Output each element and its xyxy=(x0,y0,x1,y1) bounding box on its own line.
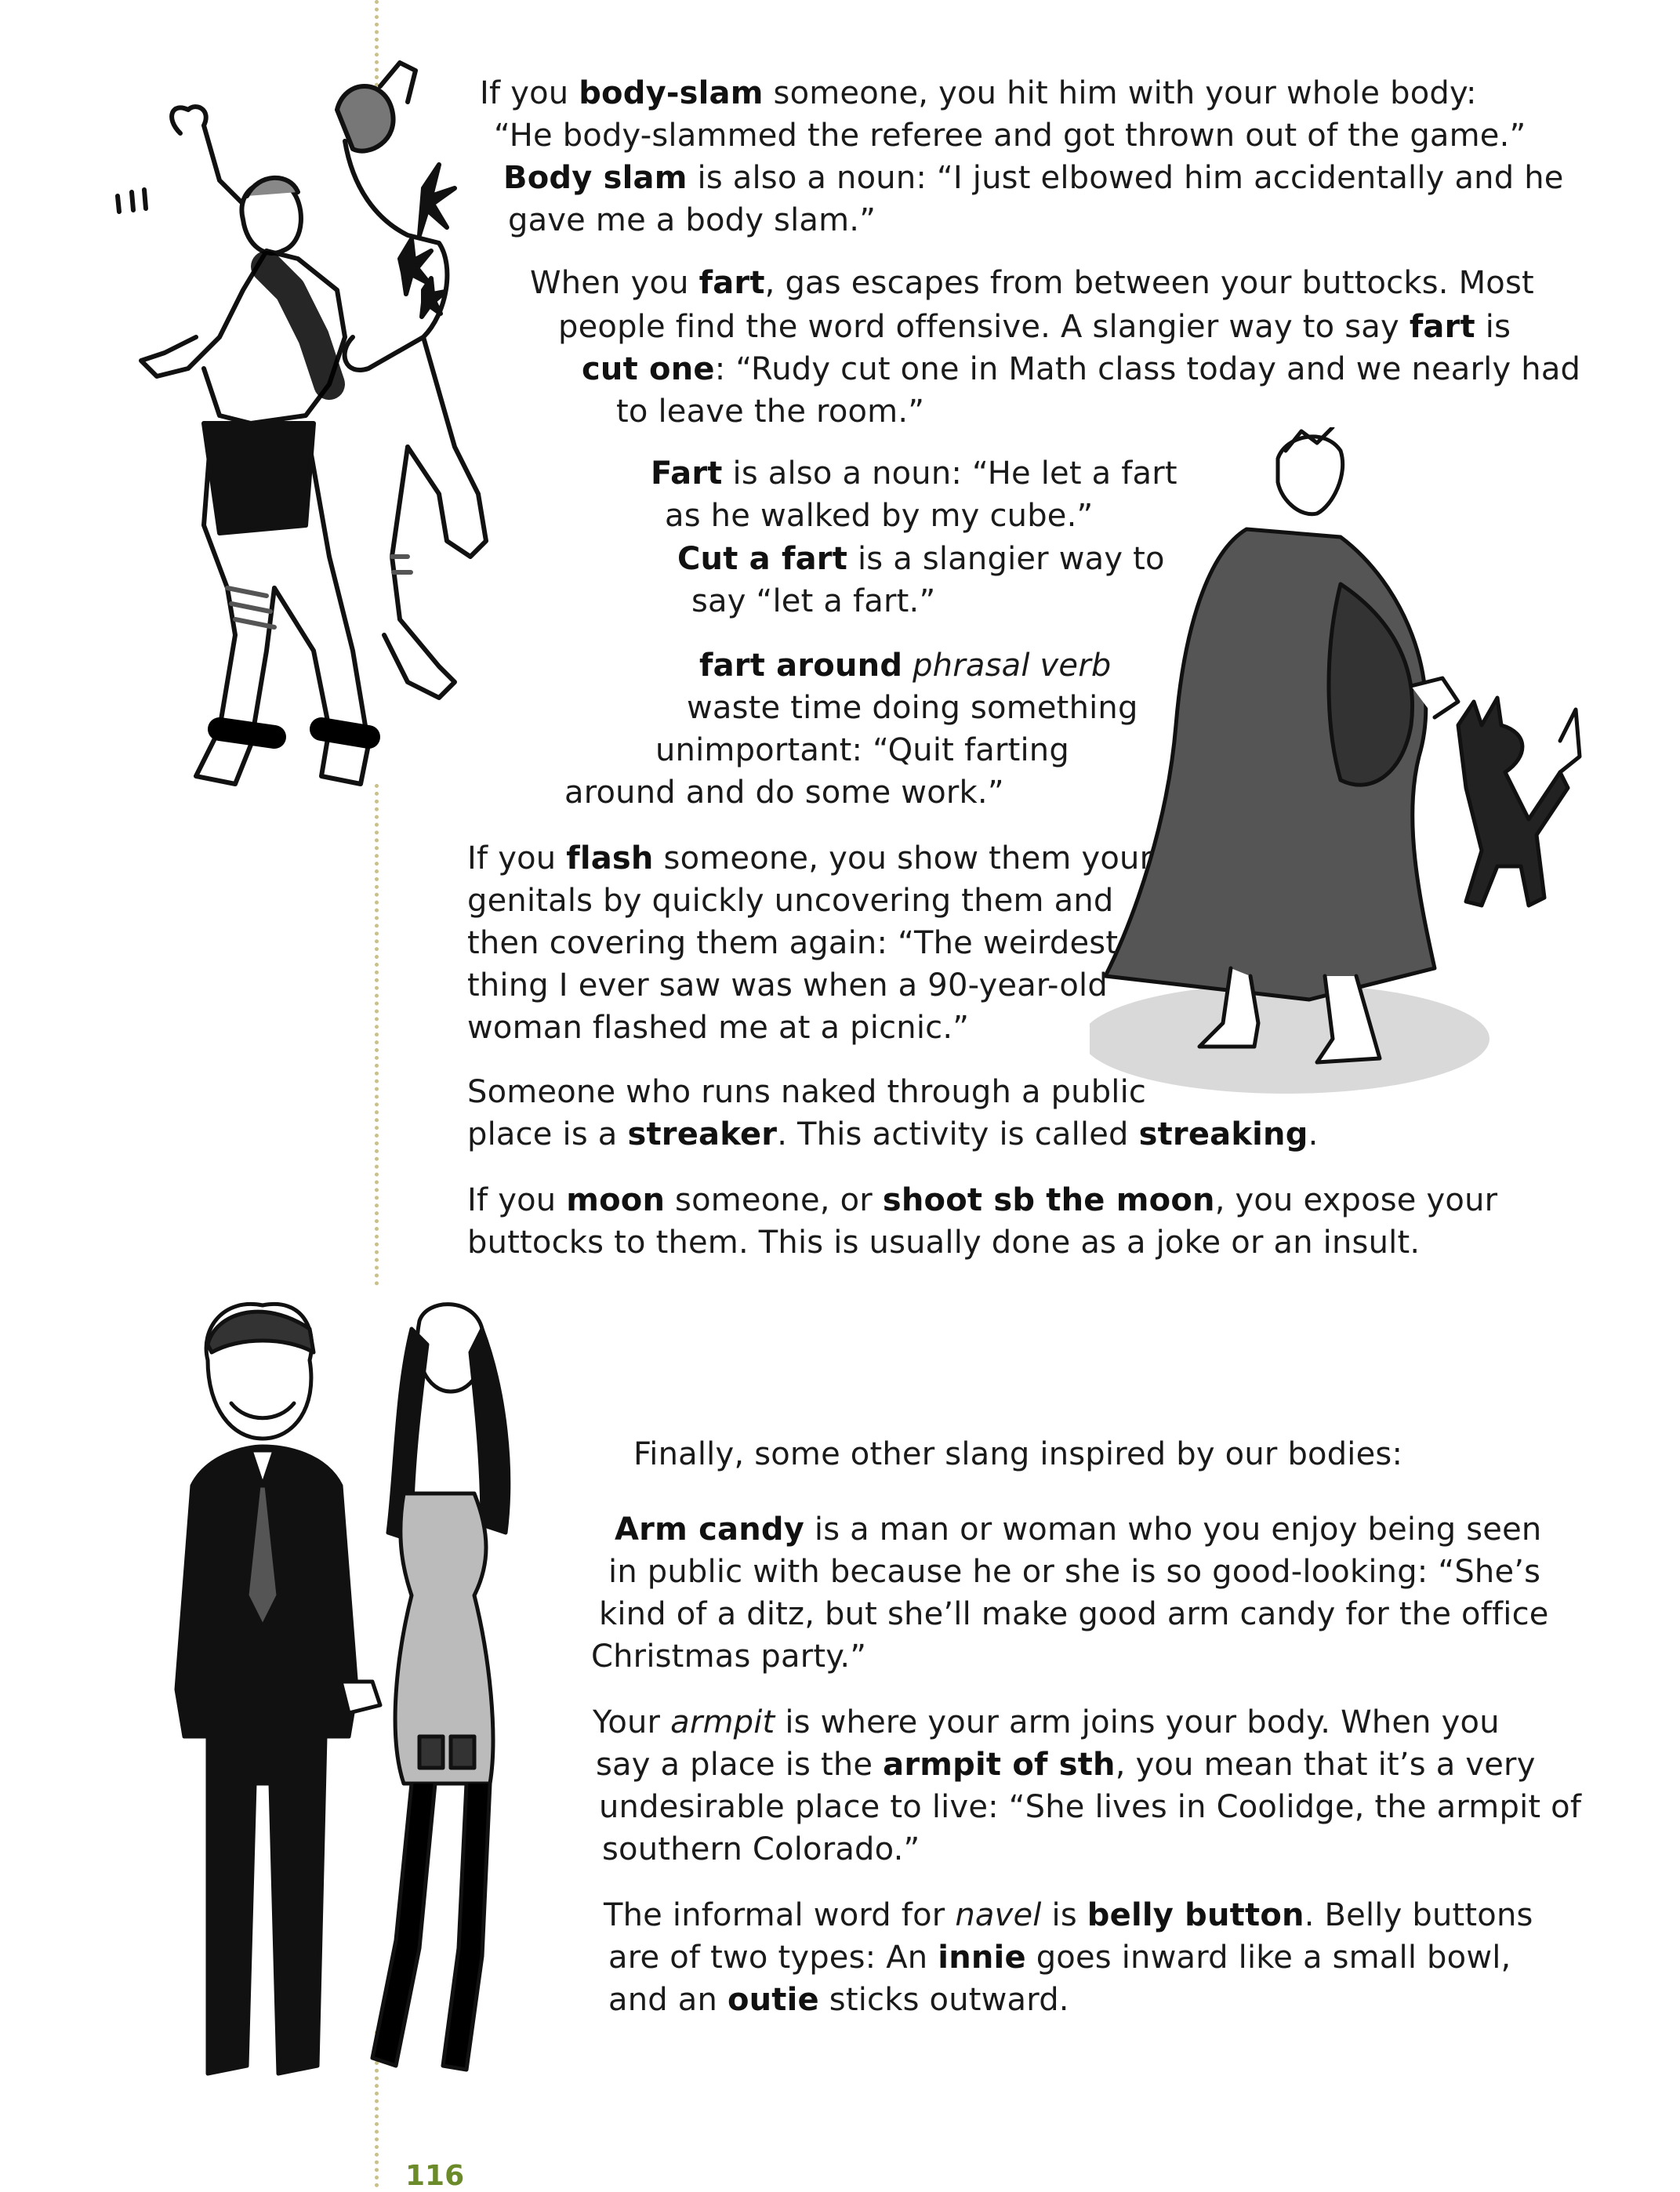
italic-term: armpit xyxy=(670,1704,775,1740)
fart-line: When you fart, gas escapes from between your buttocks. Most xyxy=(530,265,1534,301)
headword: Cut a fart xyxy=(677,541,848,577)
headword: innie xyxy=(938,1940,1026,1976)
arm-candy-line: in public with because he or she is so good-looking: “She’s xyxy=(608,1554,1541,1590)
streaking-line: Someone who runs naked through a public xyxy=(467,1074,1147,1110)
fart-line: to leave the room.” xyxy=(616,394,925,430)
arm-candy-line: Christmas party.” xyxy=(591,1639,867,1675)
fart-line: people find the word offensive. A slangier way to say fart is xyxy=(558,309,1511,345)
headword: outie xyxy=(727,1982,819,2018)
belly-button-line: The informal word for navel is belly button. Belly buttons xyxy=(604,1897,1533,1933)
arm-candy-line: Arm candy is a man or woman who you enjoy being seen xyxy=(615,1512,1542,1548)
flash-line: If you flash someone, you show them your xyxy=(467,840,1153,876)
arm-candy-illustration xyxy=(161,1297,584,2081)
headword: shoot sb the moon xyxy=(882,1182,1215,1218)
headword: Body slam xyxy=(503,160,688,196)
moon-line: If you moon someone, or shoot sb the moon, you expose your xyxy=(467,1182,1498,1218)
fart-noun-line: say “let a fart.” xyxy=(691,583,936,619)
fart-noun-line: Fart is also a noun: “He let a fart xyxy=(651,455,1177,492)
armpit-line: say a place is the armpit of sth, you mean that it’s a very xyxy=(596,1747,1536,1783)
body-slam-line: gave me a body slam.” xyxy=(508,202,876,238)
italic-term: phrasal verb xyxy=(913,648,1112,684)
belly-button-line: are of two types: An innie goes inward like a small bowl, xyxy=(608,1940,1511,1976)
headword: Arm candy xyxy=(615,1512,804,1548)
headword: armpit of sth xyxy=(883,1747,1116,1783)
fart-around-line: waste time doing something xyxy=(687,690,1138,726)
belly-button-line: and an outie sticks outward. xyxy=(608,1982,1069,2018)
fart-around-line: unimportant: “Quit farting xyxy=(655,732,1069,768)
armpit-line: southern Colorado.” xyxy=(602,1831,920,1867)
headword: Fart xyxy=(651,455,723,492)
headword: moon xyxy=(566,1182,666,1218)
fart-line: cut one: “Rudy cut one in Math class today and we nearly had xyxy=(582,351,1581,387)
fart-around-line xyxy=(699,644,1111,687)
flash-line: woman flashed me at a picnic.” xyxy=(467,1010,970,1046)
headword: fart around xyxy=(699,648,903,684)
body-slam-illustration xyxy=(110,55,517,831)
finally-line: Finally, some other slang inspired by our bodies: xyxy=(633,1436,1403,1472)
italic-term: navel xyxy=(955,1897,1042,1933)
fart-around-line: around and do some work.” xyxy=(564,775,1004,811)
armpit-line: undesirable place to live: “She lives in Coolidge, the armpit of xyxy=(599,1789,1582,1825)
streaking-line: place is a streaker. This activity is called streaking. xyxy=(467,1116,1319,1152)
moon-line: buttocks to them. This is usually done as a joke or an insult. xyxy=(467,1225,1421,1261)
flash-line: genitals by quickly uncovering them and xyxy=(467,883,1114,919)
headword: cut one xyxy=(582,351,715,387)
headword: streaker xyxy=(627,1116,778,1152)
page-number: 116 xyxy=(405,2160,465,2192)
headword: fart xyxy=(1409,309,1475,345)
fart-noun-line: as he walked by my cube.” xyxy=(665,498,1094,534)
headword: body-slam xyxy=(579,75,764,111)
body-slam-line: “He body-slammed the referee and got thrown out of the game.” xyxy=(494,118,1526,154)
flasher-illustration xyxy=(1090,427,1591,1101)
margin-guide-middle xyxy=(375,784,379,1286)
headword: belly button xyxy=(1087,1897,1304,1933)
flash-line: then covering them again: “The weirdest xyxy=(467,925,1119,961)
flash-line: thing I ever saw was when a 90-year-old xyxy=(467,967,1108,1003)
armpit-line: Your armpit is where your arm joins your body. When you xyxy=(593,1704,1500,1740)
body-slam-line: Body slam is also a noun: “I just elbowed him accidentally and he xyxy=(503,160,1564,196)
fart-noun-line: Cut a fart is a slangier way to xyxy=(677,541,1165,577)
headword: flash xyxy=(566,840,654,876)
arm-candy-line: kind of a ditz, but she’ll make good arm candy for the office xyxy=(599,1596,1549,1632)
headword: fart xyxy=(698,265,765,301)
body-slam-line: If you body-slam someone, you hit him with your whole body: xyxy=(480,75,1477,111)
headword: streaking xyxy=(1138,1116,1308,1152)
